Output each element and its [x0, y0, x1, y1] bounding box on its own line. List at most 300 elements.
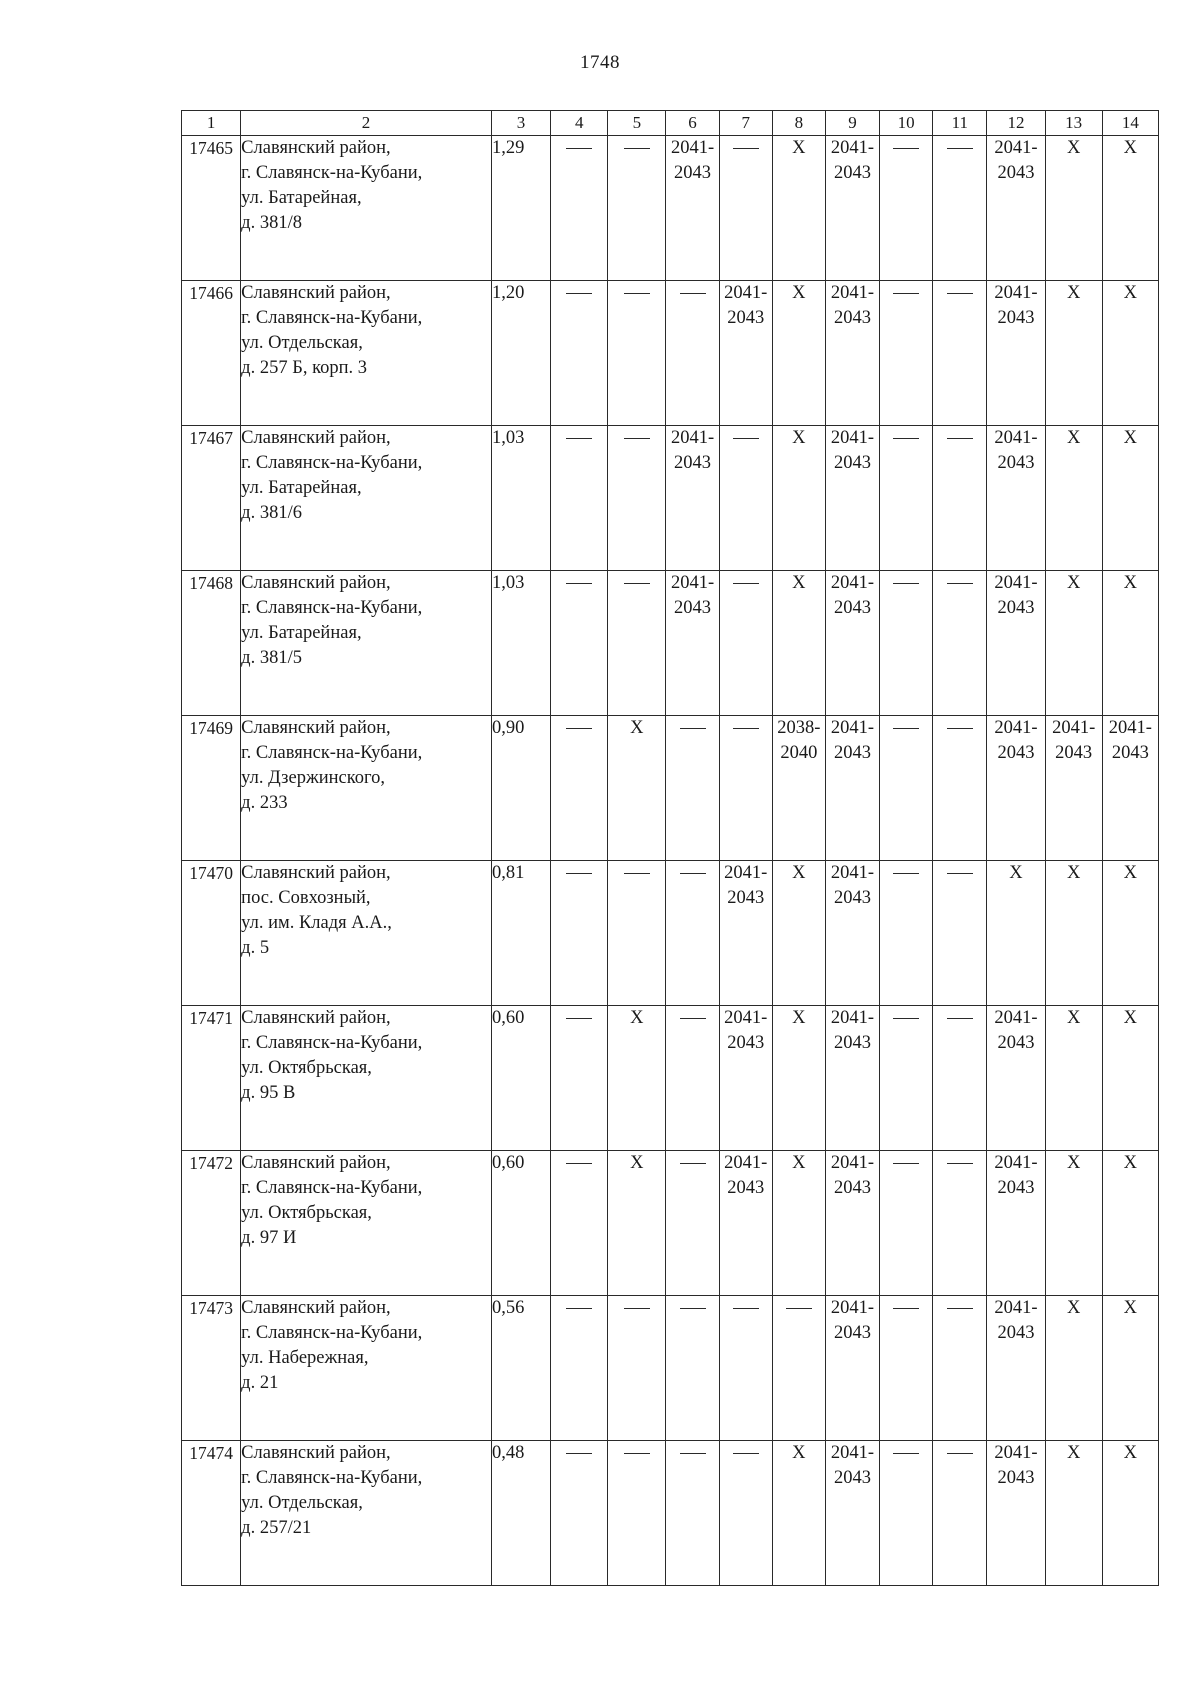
dash-mark	[733, 1308, 759, 1309]
period-cell	[608, 861, 666, 1006]
period-cell	[825, 1151, 879, 1296]
cell-text: 2041-	[724, 1153, 768, 1173]
address-line: д. 5	[241, 938, 270, 958]
cell-text: 2043	[997, 163, 1035, 183]
period-cell	[719, 716, 772, 861]
period-cell	[880, 1006, 933, 1151]
address-line: Славянский район,	[241, 718, 391, 738]
period-cell	[933, 1296, 987, 1441]
address-line: г. Славянск-на-Кубани,	[241, 1468, 423, 1488]
period-cell	[772, 136, 825, 281]
dash-mark	[566, 583, 592, 584]
period-cell	[719, 136, 772, 281]
cell-text: X	[630, 1153, 644, 1173]
value-cell: 1,20	[491, 281, 550, 426]
dash-mark	[566, 438, 592, 439]
table-row	[182, 281, 1159, 426]
period-cell	[825, 1296, 879, 1441]
column-number-header: 9	[825, 111, 879, 136]
cell-text: 2041-	[830, 718, 875, 738]
period-cell	[880, 1151, 933, 1296]
dash-mark	[566, 293, 592, 294]
cell-text: 2043	[834, 308, 871, 328]
period-cell	[608, 1006, 666, 1151]
cell-text: X	[1123, 1008, 1138, 1028]
address-line: д. 233	[241, 793, 288, 813]
address-cell	[241, 1296, 492, 1441]
period-cell	[772, 1006, 825, 1151]
cell-text: 2043	[834, 1323, 871, 1343]
dash-mark	[566, 873, 592, 874]
period-cell	[608, 426, 666, 571]
row-id-cell: 17472	[182, 1151, 241, 1296]
cell-text: 2041-	[830, 138, 875, 158]
address-line: д. 257/21	[241, 1518, 312, 1538]
value-cell: 1,29	[491, 136, 550, 281]
cell-text: 2041-	[994, 138, 1038, 158]
period-cell	[608, 281, 666, 426]
period-cell	[666, 136, 719, 281]
period-cell	[933, 571, 987, 716]
cell-text: 2043	[834, 1033, 871, 1053]
address-line: Славянский район,	[241, 573, 391, 593]
cell-text: 2043	[674, 453, 712, 473]
period-cell	[1045, 571, 1102, 716]
period-cell	[1102, 136, 1158, 281]
address-cell	[241, 571, 492, 716]
dash-mark	[786, 1308, 812, 1309]
dash-mark	[566, 1308, 592, 1309]
period-cell	[1102, 1296, 1158, 1441]
period-cell	[880, 716, 933, 861]
cell-text: X	[1123, 1153, 1138, 1173]
address-line: г. Славянск-на-Кубани,	[241, 598, 423, 618]
value-cell: 0,48	[491, 1441, 550, 1586]
period-cell	[719, 1441, 772, 1586]
cell-text: 2041-	[994, 428, 1038, 448]
cell-text: X	[792, 573, 806, 593]
cell-text: 2043	[727, 308, 765, 328]
table-row	[182, 571, 1159, 716]
cell-text: 2043	[834, 1178, 871, 1198]
cell-text: 2041-	[670, 428, 715, 448]
period-cell	[772, 281, 825, 426]
cell-text: X	[1123, 1298, 1138, 1318]
period-cell	[772, 1151, 825, 1296]
table-row	[182, 716, 1159, 861]
address-cell	[241, 136, 492, 281]
cell-text: 2041-	[994, 573, 1038, 593]
address-line: д. 257 Б, корп. 3	[241, 358, 368, 378]
period-cell	[666, 716, 719, 861]
dash-mark	[893, 438, 919, 439]
period-cell	[551, 1296, 608, 1441]
cell-text: 2043	[834, 163, 871, 183]
table-row	[182, 1006, 1159, 1151]
period-cell	[933, 861, 987, 1006]
data-table	[181, 110, 1159, 1586]
address-line: ул. Дзержинского,	[241, 768, 386, 788]
period-cell	[880, 861, 933, 1006]
value-cell: 0,60	[491, 1006, 550, 1151]
address-line: г. Славянск-на-Кубани,	[241, 453, 423, 473]
dash-mark	[624, 583, 650, 584]
table-row	[182, 426, 1159, 571]
address-line: Славянский район,	[241, 1443, 391, 1463]
cell-text: X	[1066, 1298, 1081, 1318]
dash-mark	[680, 1018, 706, 1019]
dash-mark	[893, 873, 919, 874]
period-cell	[1045, 1296, 1102, 1441]
cell-text: 2041-	[994, 1153, 1038, 1173]
period-cell	[880, 1441, 933, 1586]
period-cell	[551, 136, 608, 281]
cell-text: 2040	[780, 743, 818, 763]
period-cell	[772, 1296, 825, 1441]
cell-text: X	[1123, 283, 1138, 303]
dash-mark	[893, 148, 919, 149]
period-cell	[1045, 716, 1102, 861]
address-cell	[241, 1006, 492, 1151]
period-cell	[987, 1296, 1045, 1441]
address-cell	[241, 861, 492, 1006]
cell-text: 2043	[1055, 743, 1093, 763]
dash-mark	[624, 293, 650, 294]
period-cell	[1102, 571, 1158, 716]
dash-mark	[566, 148, 592, 149]
cell-text: 2043	[997, 1033, 1035, 1053]
cell-text: X	[1123, 863, 1138, 883]
cell-text: 2043	[727, 1033, 765, 1053]
cell-text: 2043	[1111, 743, 1149, 763]
cell-text: X	[792, 428, 806, 448]
cell-text: X	[1066, 428, 1081, 448]
period-cell	[825, 716, 879, 861]
cell-text: 2041-	[724, 283, 768, 303]
column-number-header: 1	[182, 111, 241, 136]
row-id-cell: 17474	[182, 1441, 241, 1586]
dash-mark	[680, 873, 706, 874]
cell-text: 2043	[997, 743, 1035, 763]
dash-mark	[893, 1163, 919, 1164]
cell-text: 2041-	[830, 1298, 875, 1318]
address-cell	[241, 716, 492, 861]
cell-text: 2041-	[1108, 718, 1152, 738]
dash-mark	[893, 1453, 919, 1454]
cell-text: 2041-	[830, 863, 875, 883]
address-line: ул. Батарейная,	[241, 478, 362, 498]
dash-mark	[947, 728, 973, 729]
period-cell	[880, 426, 933, 571]
dash-mark	[947, 1018, 973, 1019]
address-line: ул. Октябрьская,	[241, 1203, 372, 1223]
cell-text: 2041-	[724, 1008, 768, 1028]
period-cell	[719, 1296, 772, 1441]
row-id-cell: 17473	[182, 1296, 241, 1441]
dash-mark	[893, 1018, 919, 1019]
period-cell	[880, 281, 933, 426]
cell-text: 2041-	[670, 573, 715, 593]
period-cell	[772, 716, 825, 861]
cell-text: 2043	[834, 453, 871, 473]
period-cell	[1102, 426, 1158, 571]
address-line: г. Славянск-на-Кубани,	[241, 1033, 423, 1053]
period-cell	[719, 426, 772, 571]
address-line: Славянский район,	[241, 1008, 391, 1028]
period-cell	[666, 1006, 719, 1151]
address-line: Славянский район,	[241, 138, 391, 158]
cell-text: 2041-	[994, 1298, 1038, 1318]
address-line: г. Славянск-на-Кубани,	[241, 743, 423, 763]
cell-text: X	[1066, 573, 1081, 593]
period-cell	[551, 716, 608, 861]
period-cell	[987, 571, 1045, 716]
table-body	[182, 136, 1159, 1586]
dash-mark	[624, 148, 650, 149]
period-cell	[719, 861, 772, 1006]
row-id-cell: 17469	[182, 716, 241, 861]
dash-mark	[680, 1308, 706, 1309]
cell-text: 2041-	[830, 1153, 875, 1173]
period-cell	[987, 136, 1045, 281]
period-cell	[608, 716, 666, 861]
cell-text: X	[792, 863, 806, 883]
period-cell	[987, 281, 1045, 426]
cell-text: X	[1123, 1443, 1138, 1463]
period-cell	[608, 136, 666, 281]
cell-text: 2043	[834, 888, 871, 908]
address-line: д. 97 И	[241, 1228, 297, 1248]
cell-text: 2041-	[994, 718, 1038, 738]
dash-mark	[733, 148, 759, 149]
column-number-header: 3	[491, 111, 550, 136]
row-id-cell: 17468	[182, 571, 241, 716]
period-cell	[880, 1296, 933, 1441]
period-cell	[719, 281, 772, 426]
address-line: д. 381/6	[241, 503, 302, 523]
period-cell	[1045, 1441, 1102, 1586]
period-cell	[719, 571, 772, 716]
dash-mark	[733, 583, 759, 584]
dash-mark	[893, 583, 919, 584]
value-cell: 0,56	[491, 1296, 550, 1441]
row-id-cell: 17470	[182, 861, 241, 1006]
cell-text: 2041-	[830, 428, 875, 448]
dash-mark	[680, 728, 706, 729]
period-cell	[1102, 716, 1158, 861]
cell-text: X	[1123, 428, 1138, 448]
dash-mark	[733, 1453, 759, 1454]
period-cell	[987, 1441, 1045, 1586]
dash-mark	[947, 873, 973, 874]
period-cell	[1102, 1441, 1158, 1586]
dash-mark	[893, 293, 919, 294]
period-cell	[1102, 281, 1158, 426]
period-cell	[772, 571, 825, 716]
value-cell: 0,90	[491, 716, 550, 861]
address-cell	[241, 1151, 492, 1296]
period-cell	[551, 426, 608, 571]
period-cell	[772, 426, 825, 571]
column-number-header: 8	[772, 111, 825, 136]
cell-text: X	[792, 283, 806, 303]
dash-mark	[733, 728, 759, 729]
address-line: г. Славянск-на-Кубани,	[241, 1323, 423, 1343]
period-cell	[551, 281, 608, 426]
cell-text: X	[792, 1443, 806, 1463]
period-cell	[666, 1296, 719, 1441]
cell-text: 2043	[834, 1468, 871, 1488]
period-cell	[1102, 861, 1158, 1006]
period-cell	[666, 1151, 719, 1296]
cell-text: 2041-	[830, 573, 875, 593]
period-cell	[551, 1441, 608, 1586]
address-line: ул. Набережная,	[241, 1348, 369, 1368]
column-number-header: 4	[551, 111, 608, 136]
dash-mark	[733, 438, 759, 439]
period-cell	[987, 1006, 1045, 1151]
cell-text: X	[630, 1008, 644, 1028]
period-cell	[933, 136, 987, 281]
period-cell	[608, 1151, 666, 1296]
cell-text: 2041-	[830, 1443, 875, 1463]
dash-mark	[624, 873, 650, 874]
dash-mark	[624, 1453, 650, 1454]
address-line: г. Славянск-на-Кубани,	[241, 308, 423, 328]
cell-text: X	[1066, 138, 1081, 158]
cell-text: 2043	[997, 1178, 1035, 1198]
period-cell	[772, 861, 825, 1006]
address-line: Славянский район,	[241, 1153, 391, 1173]
dash-mark	[947, 293, 973, 294]
address-line: ул. Отдельская,	[241, 1493, 363, 1513]
cell-text: 2041-	[1052, 718, 1096, 738]
address-line: ул. Октябрьская,	[241, 1058, 372, 1078]
dash-mark	[947, 583, 973, 584]
column-number-header: 2	[241, 111, 492, 136]
dash-mark	[566, 1018, 592, 1019]
cell-text: 2038-	[777, 718, 821, 738]
column-number-row	[182, 111, 1159, 136]
dash-mark	[680, 293, 706, 294]
period-cell	[933, 1151, 987, 1296]
period-cell	[608, 1441, 666, 1586]
cell-text: 2041-	[994, 1443, 1038, 1463]
period-cell	[551, 1006, 608, 1151]
period-cell	[666, 1441, 719, 1586]
cell-text: X	[792, 138, 806, 158]
period-cell	[1102, 1006, 1158, 1151]
period-cell	[825, 1006, 879, 1151]
address-line: ул. Батарейная,	[241, 623, 362, 643]
dash-mark	[624, 1308, 650, 1309]
address-cell	[241, 281, 492, 426]
dash-mark	[566, 1453, 592, 1454]
cell-text: 2043	[834, 598, 871, 618]
period-cell	[825, 861, 879, 1006]
dash-mark	[624, 438, 650, 439]
address-cell	[241, 426, 492, 571]
address-line: ул. Батарейная,	[241, 188, 362, 208]
period-cell	[772, 1441, 825, 1586]
cell-text: X	[1123, 138, 1138, 158]
period-cell	[1045, 136, 1102, 281]
period-cell	[719, 1006, 772, 1151]
cell-text: X	[1123, 573, 1138, 593]
dash-mark	[947, 1308, 973, 1309]
column-number-header: 12	[987, 111, 1045, 136]
period-cell	[1102, 1151, 1158, 1296]
cell-text: X	[1066, 1153, 1081, 1173]
cell-text: X	[1066, 863, 1081, 883]
dash-mark	[893, 728, 919, 729]
address-line: ул. Отдельская,	[241, 333, 363, 353]
period-cell	[666, 426, 719, 571]
column-number-header: 11	[933, 111, 987, 136]
table-row	[182, 861, 1159, 1006]
cell-text: 2043	[727, 888, 765, 908]
period-cell	[987, 861, 1045, 1006]
address-line: Славянский район,	[241, 1298, 391, 1318]
dash-mark	[947, 438, 973, 439]
row-id-cell: 17466	[182, 281, 241, 426]
period-cell	[825, 1441, 879, 1586]
period-cell	[551, 861, 608, 1006]
period-cell	[933, 426, 987, 571]
row-id-cell: 17471	[182, 1006, 241, 1151]
address-line: д. 95 В	[241, 1083, 296, 1103]
cell-text: X	[792, 1153, 806, 1173]
period-cell	[880, 571, 933, 716]
address-cell	[241, 1441, 492, 1586]
column-number-header: 7	[719, 111, 772, 136]
cell-text: 2041-	[830, 283, 875, 303]
dash-mark	[947, 1453, 973, 1454]
period-cell	[825, 281, 879, 426]
cell-text: X	[630, 718, 644, 738]
cell-text: 2043	[674, 598, 712, 618]
cell-text: 2043	[997, 308, 1035, 328]
period-cell	[1045, 1006, 1102, 1151]
address-line: Славянский район,	[241, 283, 391, 303]
dash-mark	[680, 1163, 706, 1164]
table-row	[182, 136, 1159, 281]
cell-text: 2041-	[724, 863, 768, 883]
period-cell	[608, 1296, 666, 1441]
cell-text: 2043	[997, 1323, 1035, 1343]
column-number-header: 5	[608, 111, 666, 136]
period-cell	[825, 136, 879, 281]
address-line: пос. Совхозный,	[241, 888, 371, 908]
cell-text: 2043	[834, 743, 871, 763]
period-cell	[551, 1151, 608, 1296]
value-cell: 1,03	[491, 571, 550, 716]
dash-mark	[566, 728, 592, 729]
row-id-cell: 17467	[182, 426, 241, 571]
address-line: Славянский район,	[241, 863, 391, 883]
period-cell	[933, 1006, 987, 1151]
period-cell	[825, 571, 879, 716]
period-cell	[933, 281, 987, 426]
column-number-header: 10	[880, 111, 933, 136]
value-cell: 0,60	[491, 1151, 550, 1296]
address-line: Славянский район,	[241, 428, 391, 448]
cell-text: X	[1066, 283, 1081, 303]
cell-text: X	[1066, 1443, 1081, 1463]
cell-text: 2043	[997, 598, 1035, 618]
address-line: г. Славянск-на-Кубани,	[241, 163, 423, 183]
table-row	[182, 1151, 1159, 1296]
